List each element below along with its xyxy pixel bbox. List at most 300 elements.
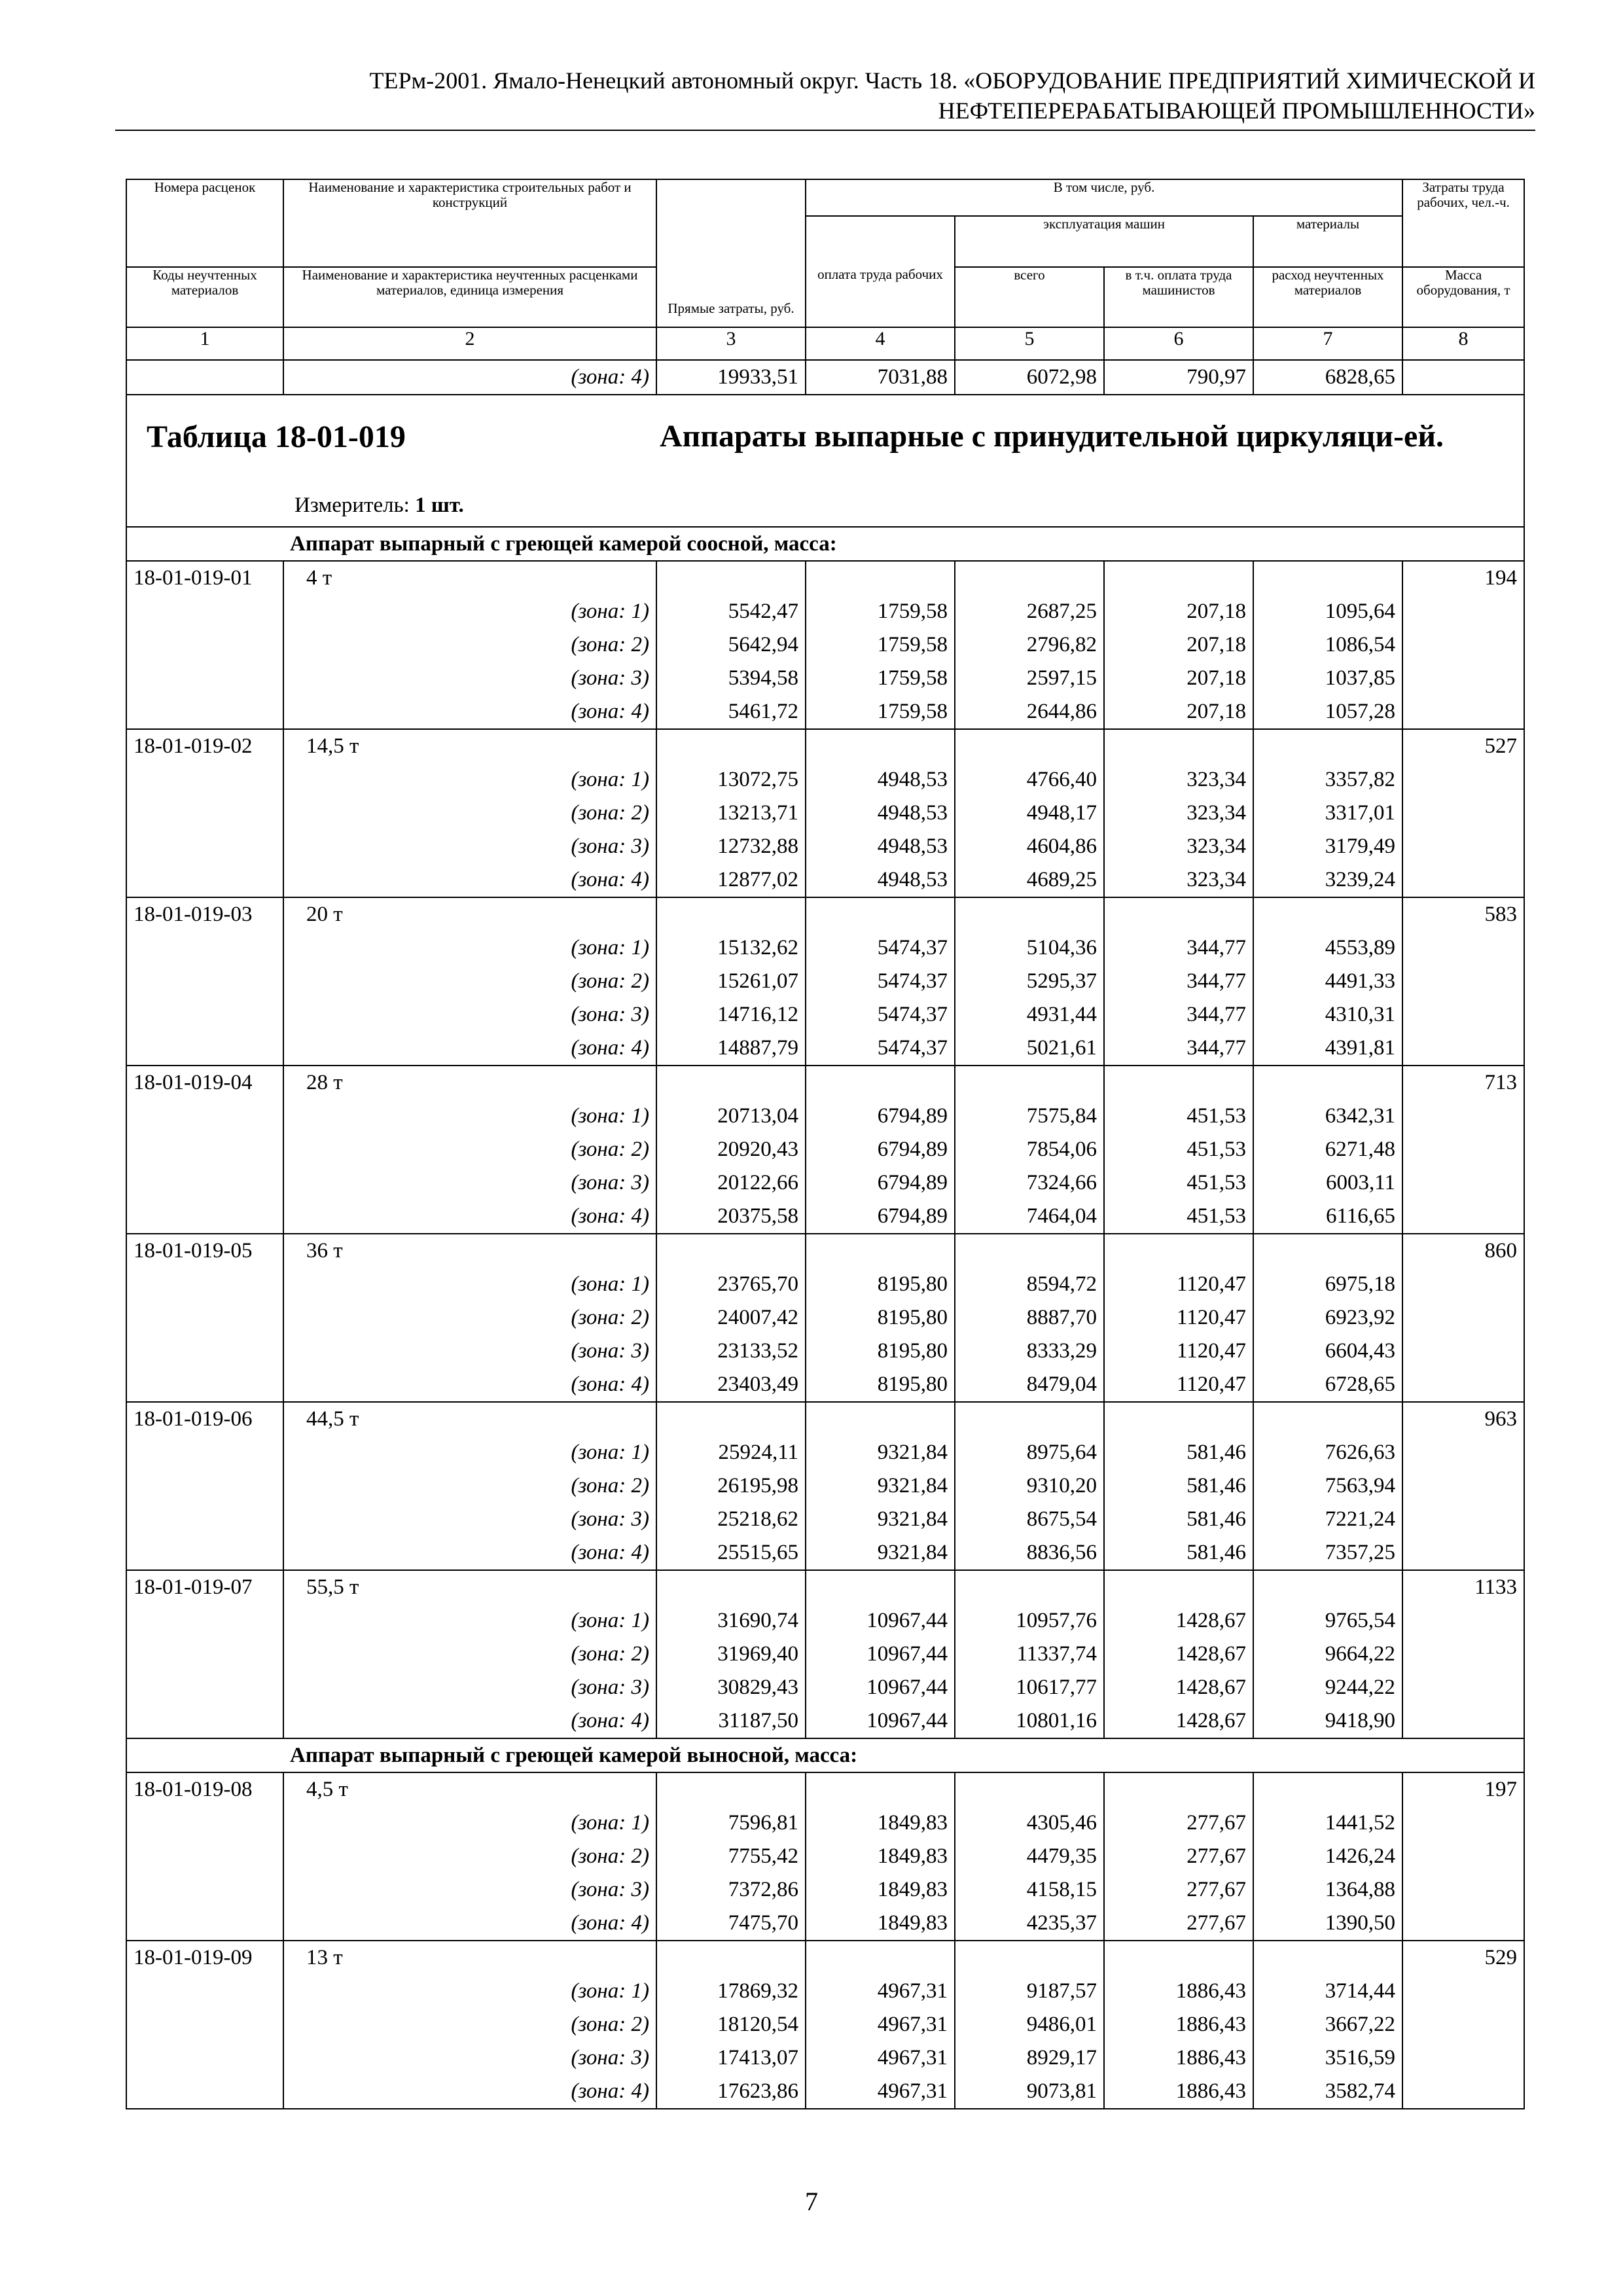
materials-cost: 3179,49 (1253, 830, 1402, 863)
code-cell (126, 763, 283, 797)
machines-cost: 7464,04 (955, 1200, 1104, 1234)
mass-cell (1402, 1100, 1524, 1133)
item-name: 20 т (283, 897, 656, 931)
empty-cell (1104, 1772, 1253, 1806)
labor-hours: 197 (1402, 1772, 1524, 1806)
operators-cost: 1886,43 (1104, 2008, 1253, 2041)
operators-cost: 581,46 (1104, 1436, 1253, 1469)
machines-cost: 4766,40 (955, 763, 1104, 797)
operators-cost: 581,46 (1104, 1503, 1253, 1536)
empty-cell (1253, 897, 1402, 931)
materials-cost: 7563,94 (1253, 1469, 1402, 1503)
col3-header: Прямые затраты, руб. (656, 179, 806, 327)
mass-cell (1402, 998, 1524, 1031)
direct-cost: 15132,62 (656, 931, 806, 965)
direct-cost: 7596,81 (656, 1806, 806, 1840)
empty-cell (1104, 1941, 1253, 1975)
code-cell (126, 2041, 283, 2075)
machines-cost: 4689,25 (955, 863, 1104, 897)
section-blank (126, 527, 283, 561)
direct-cost: 14887,79 (656, 1031, 806, 1066)
col2-header-bottom: Наименование и характеристика неучтенных расценками материалов, единица измерения (283, 267, 656, 327)
empty-cell (1104, 1234, 1253, 1268)
labor-cost: 1849,83 (806, 1907, 955, 1941)
table-number: Таблица 18-01-019 (147, 420, 406, 454)
zone-row (126, 1503, 1524, 1536)
zone-label: (зона: 3) (283, 830, 656, 863)
col8-header-top: Затраты труда рабочих, чел.-ч. (1402, 179, 1524, 267)
code-cell (126, 1907, 283, 1941)
zone-row (126, 595, 1524, 628)
machines-cost: 7324,66 (955, 1166, 1104, 1200)
zone-label: (зона: 2) (283, 797, 656, 830)
zone-row (126, 1436, 1524, 1469)
machines-cost: 5295,37 (955, 965, 1104, 998)
direct-cost: 5461,72 (656, 695, 806, 729)
zone-label: (зона: 1) (283, 763, 656, 797)
zone-row (126, 628, 1524, 662)
materials-cost: 7357,25 (1253, 1536, 1402, 1570)
zone-row (126, 1536, 1524, 1570)
operators-cost: 1886,43 (1104, 2041, 1253, 2075)
mass-cell (1402, 360, 1524, 395)
mass-cell (1402, 2008, 1524, 2041)
zone-label: (зона: 4) (283, 1031, 656, 1066)
code-cell (126, 1031, 283, 1066)
materials-cost: 6604,43 (1253, 1335, 1402, 1368)
empty-cell (1253, 1570, 1402, 1604)
machines-cost: 10801,16 (955, 1704, 1104, 1738)
col5-header: всего (955, 267, 1104, 327)
section-row (126, 527, 1524, 561)
col6-header: в т.ч. оплата труда машинистов (1104, 267, 1253, 327)
materials-cost: 1364,88 (1253, 1873, 1402, 1907)
materials-cost: 3317,01 (1253, 797, 1402, 830)
labor-cost: 10967,44 (806, 1638, 955, 1671)
operators-cost: 277,67 (1104, 1907, 1253, 1941)
zone-row (126, 2075, 1524, 2109)
machines-cost: 2687,25 (955, 595, 1104, 628)
machines-cost: 8333,29 (955, 1335, 1104, 1368)
code-cell (126, 1638, 283, 1671)
mass-cell (1402, 1335, 1524, 1368)
mass-cell (1402, 1436, 1524, 1469)
measure-label: Измеритель: (294, 493, 410, 517)
zone-label: (зона: 2) (283, 1840, 656, 1873)
mass-cell (1402, 1166, 1524, 1200)
machines-cost: 7575,84 (955, 1100, 1104, 1133)
machines-cost: 5021,61 (955, 1031, 1104, 1066)
direct-cost: 17623,86 (656, 2075, 806, 2109)
zone-row (126, 1301, 1524, 1335)
operators-cost: 1120,47 (1104, 1368, 1253, 1402)
code-cell (126, 1268, 283, 1301)
materials-cost: 4491,33 (1253, 965, 1402, 998)
operators-cost: 277,67 (1104, 1806, 1253, 1840)
machines-cost: 9073,81 (955, 2075, 1104, 2109)
code-cell (126, 1536, 283, 1570)
materials-cost: 4391,81 (1253, 1031, 1402, 1066)
materials-cost: 6342,31 (1253, 1100, 1402, 1133)
direct-cost: 5394,58 (656, 662, 806, 695)
code-cell (126, 1368, 283, 1402)
item-name: 28 т (283, 1066, 656, 1100)
code-cell (126, 965, 283, 998)
labor-cost: 1759,58 (806, 628, 955, 662)
empty-cell (806, 1066, 955, 1100)
labor-cost: 1759,58 (806, 662, 955, 695)
mass-cell (1402, 830, 1524, 863)
labor-cost: 9321,84 (806, 1503, 955, 1536)
table-title: Аппараты выпарные с принудительной циркуляци-ей. (660, 419, 1444, 454)
empty-cell (955, 1402, 1104, 1436)
zone-row (126, 2041, 1524, 2075)
machines-cost: 8975,64 (955, 1436, 1104, 1469)
zone-label: (зона: 2) (283, 628, 656, 662)
zone-row (126, 1268, 1524, 1301)
zone-label: (зона: 2) (283, 965, 656, 998)
code-cell (126, 595, 283, 628)
zone-row (126, 1873, 1524, 1907)
item-row (126, 1066, 1524, 1100)
mass-cell (1402, 1469, 1524, 1503)
operators-cost: 451,53 (1104, 1133, 1253, 1166)
zone-row (126, 863, 1524, 897)
empty-cell (656, 1941, 806, 1975)
machines-cost: 8479,04 (955, 1368, 1104, 1402)
machines-cost: 4305,46 (955, 1806, 1104, 1840)
labor-hours: 713 (1402, 1066, 1524, 1100)
labor-cost: 1759,58 (806, 595, 955, 628)
direct-cost: 5542,47 (656, 595, 806, 628)
operators-cost: 207,18 (1104, 628, 1253, 662)
header-line-2: НЕФТЕПЕРЕРАБАТЫВАЮЩЕЙ ПРОМЫШЛЕННОСТИ» (938, 98, 1535, 124)
col7-header: расход неучтенных материалов (1253, 267, 1402, 327)
zone-label: (зона: 4) (283, 2075, 656, 2109)
direct-cost: 26195,98 (656, 1469, 806, 1503)
zone-label: (зона: 3) (283, 1503, 656, 1536)
mass-cell (1402, 1604, 1524, 1638)
empty-cell (1253, 1941, 1402, 1975)
labor-cost: 9321,84 (806, 1469, 955, 1503)
materials-cost: 3239,24 (1253, 863, 1402, 897)
direct-cost: 13072,75 (656, 763, 806, 797)
item-row (126, 1570, 1524, 1604)
materials-cost: 4310,31 (1253, 998, 1402, 1031)
operators-cost: 207,18 (1104, 662, 1253, 695)
col-number: 6 (1104, 327, 1253, 360)
rate-code: 18-01-019-02 (126, 729, 283, 763)
section-blank (126, 1738, 283, 1772)
empty-cell (1104, 1570, 1253, 1604)
direct-cost: 17869,32 (656, 1975, 806, 2008)
zone-row (126, 1335, 1524, 1368)
item-row (126, 1941, 1524, 1975)
materials-cost: 6828,65 (1253, 360, 1402, 395)
operators-cost: 207,18 (1104, 695, 1253, 729)
operators-cost: 1886,43 (1104, 2075, 1253, 2109)
zone-label: (зона: 1) (283, 595, 656, 628)
labor-hours: 583 (1402, 897, 1524, 931)
zone-row (126, 797, 1524, 830)
col2-header-top: Наименование и характеристика строительных работ и конструкций (283, 179, 656, 267)
labor-cost: 4948,53 (806, 763, 955, 797)
rates-table (126, 179, 1525, 2109)
empty-cell (955, 1941, 1104, 1975)
mass-cell (1402, 931, 1524, 965)
col-number: 1 (126, 327, 283, 360)
direct-cost: 25924,11 (656, 1436, 806, 1469)
page-number: 7 (805, 2187, 818, 2216)
zone-row (126, 763, 1524, 797)
labor-hours: 1133 (1402, 1570, 1524, 1604)
materials-cost: 1086,54 (1253, 628, 1402, 662)
labor-cost: 9321,84 (806, 1536, 955, 1570)
item-name: 13 т (283, 1941, 656, 1975)
labor-cost: 10967,44 (806, 1704, 955, 1738)
zone-label: (зона: 1) (283, 1975, 656, 2008)
code-cell (126, 863, 283, 897)
rate-code: 18-01-019-05 (126, 1234, 283, 1268)
labor-cost: 1849,83 (806, 1840, 955, 1873)
item-name: 14,5 т (283, 729, 656, 763)
direct-cost: 20920,43 (656, 1133, 806, 1166)
empty-cell (656, 1570, 806, 1604)
operators-cost: 1120,47 (1104, 1335, 1253, 1368)
operators-cost: 1428,67 (1104, 1638, 1253, 1671)
operators-cost: 323,34 (1104, 763, 1253, 797)
empty-cell (1104, 1066, 1253, 1100)
direct-cost: 12732,88 (656, 830, 806, 863)
item-row (126, 1772, 1524, 1806)
mass-cell (1402, 1503, 1524, 1536)
item-name: 55,5 т (283, 1570, 656, 1604)
col1-header-top: Номера расценок (126, 179, 283, 267)
zone-label: (зона: 4) (283, 360, 656, 395)
labor-hours: 527 (1402, 729, 1524, 763)
mass-cell (1402, 1368, 1524, 1402)
code-cell (126, 931, 283, 965)
table-caption (126, 395, 1524, 527)
zone-row (126, 1200, 1524, 1234)
code-cell (126, 1806, 283, 1840)
measure (294, 493, 464, 518)
direct-cost: 25515,65 (656, 1536, 806, 1570)
materials-cost: 9418,90 (1253, 1704, 1402, 1738)
labor-cost: 8195,80 (806, 1268, 955, 1301)
materials-cost: 1037,85 (1253, 662, 1402, 695)
operators-cost: 1428,67 (1104, 1604, 1253, 1638)
direct-cost: 19933,51 (656, 360, 806, 395)
item-name: 4 т (283, 561, 656, 595)
col-number: 2 (283, 327, 656, 360)
materials-cost: 3667,22 (1253, 2008, 1402, 2041)
machines-cost: 9486,01 (955, 2008, 1104, 2041)
materials-cost: 3714,44 (1253, 1975, 1402, 2008)
mass-cell (1402, 595, 1524, 628)
code-cell (126, 1604, 283, 1638)
machines-cost: 10617,77 (955, 1671, 1104, 1704)
zone-row (126, 1806, 1524, 1840)
empty-cell (955, 897, 1104, 931)
zone-label: (зона: 2) (283, 1638, 656, 1671)
zone-label: (зона: 4) (283, 863, 656, 897)
machines-cost: 9310,20 (955, 1469, 1104, 1503)
operators-cost: 581,46 (1104, 1469, 1253, 1503)
code-cell (126, 628, 283, 662)
item-name: 4,5 т (283, 1772, 656, 1806)
direct-cost: 15261,07 (656, 965, 806, 998)
materials-cost: 3516,59 (1253, 2041, 1402, 2075)
materials-cost: 9664,22 (1253, 1638, 1402, 1671)
mass-cell (1402, 1840, 1524, 1873)
zone-row (126, 662, 1524, 695)
mass-cell (1402, 763, 1524, 797)
zone-row (126, 1469, 1524, 1503)
empty-cell (955, 1066, 1104, 1100)
zone-row (126, 695, 1524, 729)
zone-row (126, 1604, 1524, 1638)
zone-row (126, 1166, 1524, 1200)
zone-label: (зона: 3) (283, 1166, 656, 1200)
item-row (126, 897, 1524, 931)
empty-cell (1104, 729, 1253, 763)
item-row (126, 561, 1524, 595)
rate-code: 18-01-019-07 (126, 1570, 283, 1604)
section-end (1402, 527, 1524, 561)
zone-label: (зона: 4) (283, 1536, 656, 1570)
empty-cell (806, 1941, 955, 1975)
labor-cost: 6794,89 (806, 1166, 955, 1200)
direct-cost: 23403,49 (656, 1368, 806, 1402)
mass-cell (1402, 662, 1524, 695)
empty-cell (806, 1234, 955, 1268)
zone-label: (зона: 2) (283, 1133, 656, 1166)
empty-cell (1253, 729, 1402, 763)
zone-row (126, 1671, 1524, 1704)
direct-cost: 31187,50 (656, 1704, 806, 1738)
code-cell (126, 1671, 283, 1704)
col-number: 3 (656, 327, 806, 360)
machines-cost: 9187,57 (955, 1975, 1104, 2008)
empty-cell (806, 1402, 955, 1436)
empty-cell (1104, 561, 1253, 595)
rate-code: 18-01-019-04 (126, 1066, 283, 1100)
code-cell (126, 1436, 283, 1469)
materials-cost: 1426,24 (1253, 1840, 1402, 1873)
code-cell (126, 830, 283, 863)
machines-cost: 4931,44 (955, 998, 1104, 1031)
item-row (126, 729, 1524, 763)
zone-label: (зона: 2) (283, 2008, 656, 2041)
zone-label: (зона: 3) (283, 662, 656, 695)
mass-cell (1402, 2075, 1524, 2109)
materials-cost: 6975,18 (1253, 1268, 1402, 1301)
zone-label: (зона: 4) (283, 1907, 656, 1941)
mass-cell (1402, 1873, 1524, 1907)
materials-cost: 3357,82 (1253, 763, 1402, 797)
mass-cell (1402, 695, 1524, 729)
mass-cell (1402, 1031, 1524, 1066)
mass-cell (1402, 797, 1524, 830)
operators-cost: 451,53 (1104, 1200, 1253, 1234)
mass-cell (1402, 1806, 1524, 1840)
labor-cost: 10967,44 (806, 1604, 955, 1638)
machines-cost: 2796,82 (955, 628, 1104, 662)
col-number: 7 (1253, 327, 1402, 360)
machines-cost: 8929,17 (955, 2041, 1104, 2075)
zone-label: (зона: 1) (283, 1806, 656, 1840)
zone-label: (зона: 3) (283, 2041, 656, 2075)
operators-cost: 581,46 (1104, 1536, 1253, 1570)
mass-cell (1402, 1301, 1524, 1335)
direct-cost: 20375,58 (656, 1200, 806, 1234)
section-end (1402, 1738, 1524, 1772)
machines-header: эксплуатация машин (955, 216, 1253, 267)
machines-cost: 4158,15 (955, 1873, 1104, 1907)
labor-cost: 8195,80 (806, 1335, 955, 1368)
labor-cost: 4967,31 (806, 2075, 955, 2109)
zone-label: (зона: 4) (283, 1368, 656, 1402)
labor-cost: 5474,37 (806, 998, 955, 1031)
code-cell (126, 695, 283, 729)
zone-label: (зона: 1) (283, 1268, 656, 1301)
labor-hours: 194 (1402, 561, 1524, 595)
direct-cost: 24007,42 (656, 1301, 806, 1335)
item-row (126, 1402, 1524, 1436)
measure-value: 1 шт. (415, 493, 464, 517)
code-cell (126, 1840, 283, 1873)
labor-cost: 9321,84 (806, 1436, 955, 1469)
rate-code: 18-01-019-03 (126, 897, 283, 931)
header-line-1: ТЕРм-2001. Ямало-Ненецкий автономный округ. Часть 18. «ОБОРУДОВАНИЕ ПРЕДПРИЯТИЙ ХИМИЧЕСКОЙ И (369, 67, 1535, 94)
direct-cost: 25218,62 (656, 1503, 806, 1536)
machines-cost: 2597,15 (955, 662, 1104, 695)
code-cell (126, 360, 283, 395)
empty-cell (656, 1402, 806, 1436)
zone-row (126, 1031, 1524, 1066)
rate-code: 18-01-019-06 (126, 1402, 283, 1436)
zone-row (126, 1368, 1524, 1402)
operators-cost: 344,77 (1104, 965, 1253, 998)
operators-cost: 277,67 (1104, 1873, 1253, 1907)
operators-cost: 790,97 (1104, 360, 1253, 395)
machines-cost: 4479,35 (955, 1840, 1104, 1873)
labor-cost: 4948,53 (806, 797, 955, 830)
zone-row (126, 1975, 1524, 2008)
zone-label: (зона: 3) (283, 1873, 656, 1907)
operators-cost: 323,34 (1104, 797, 1253, 830)
section-title: Аппарат выпарный с греющей камерой выносной, масса: (283, 1738, 1402, 1772)
empty-cell (1253, 1402, 1402, 1436)
operators-cost: 323,34 (1104, 863, 1253, 897)
zone-row (126, 1133, 1524, 1166)
labor-cost: 8195,80 (806, 1368, 955, 1402)
labor-cost: 4948,53 (806, 863, 955, 897)
materials-cost: 9765,54 (1253, 1604, 1402, 1638)
machines-cost: 10957,76 (955, 1604, 1104, 1638)
mass-cell (1402, 1671, 1524, 1704)
zone-row (126, 1840, 1524, 1873)
labor-cost: 4948,53 (806, 830, 955, 863)
materials-cost: 1057,28 (1253, 695, 1402, 729)
machines-cost: 7854,06 (955, 1133, 1104, 1166)
carryover-row (126, 360, 1524, 395)
materials-cost: 6728,65 (1253, 1368, 1402, 1402)
code-cell (126, 1166, 283, 1200)
labor-cost: 1759,58 (806, 695, 955, 729)
code-cell (126, 2008, 283, 2041)
